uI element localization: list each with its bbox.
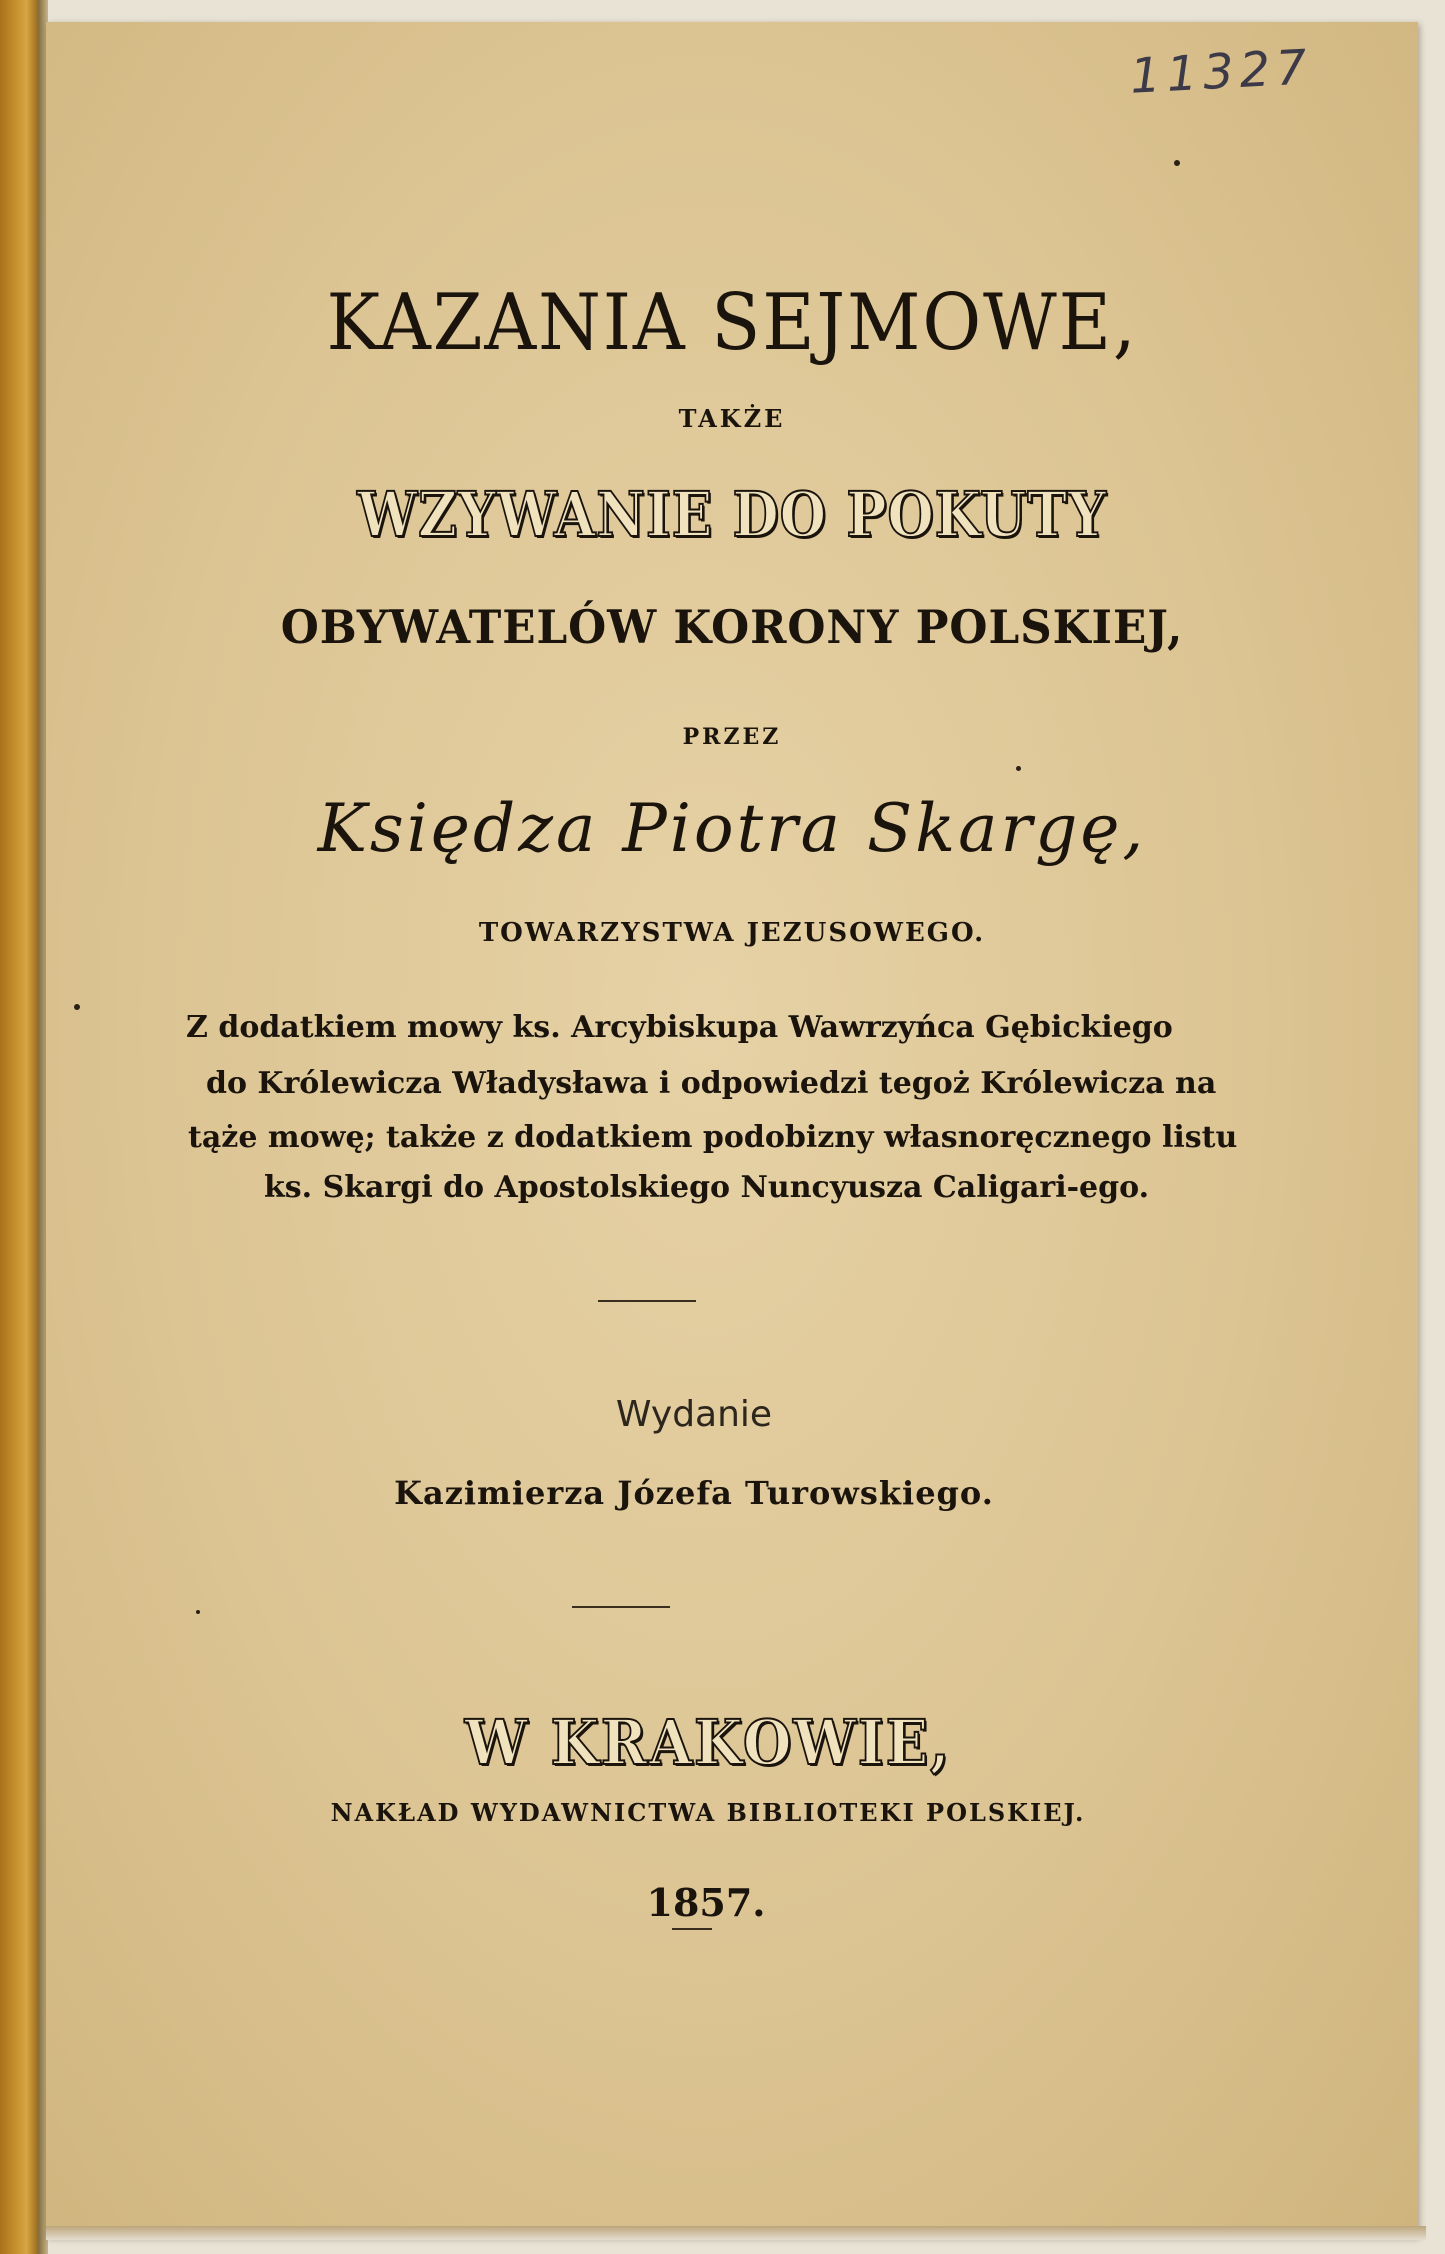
subtitle-outlined: WZYWANIE DO POKUTY: [357, 478, 1107, 551]
supplement-note-line: Z dodatkiem mowy ks. Arcybiskupa Wawrzyńca Gębickiego: [186, 1010, 1173, 1045]
byline-przez: PRZEZ: [682, 724, 782, 750]
supplement-note-line: ks. Skargi do Apostolskiego Nuncyusza Caligari-ego.: [264, 1170, 1150, 1205]
supplement-note-line: do Królewicza Władysława i odpowiedzi tegoż Królewicza na: [206, 1066, 1217, 1101]
paper-foxing-spot: [74, 1004, 80, 1010]
subtitle-bold: OBYWATELÓW KORONY POLSKIEJ,: [280, 600, 1184, 654]
main-title: KAZANIA SEJMOWE,: [326, 278, 1138, 368]
author-society: TOWARZYSTWA JEZUSOWEGO.: [478, 918, 986, 948]
divider-rule: [598, 1300, 696, 1302]
page-bottom-edge: [46, 2226, 1426, 2240]
divider-rule: [572, 1606, 670, 1608]
imprint-city: W KRAKOWIE,: [464, 1706, 952, 1779]
paper-foxing-spot: [196, 1610, 200, 1614]
supplement-note-line: tąże mowę; także z dodatkiem podobizny własnoręcznego listu: [188, 1120, 1238, 1155]
handwritten-inventory-number: 11327: [1128, 39, 1315, 105]
imprint-press: NAKŁAD WYDAWNICTWA BIBLIOTEKI POLSKIEJ.: [330, 1798, 1086, 1827]
author-name-script: Księdza Piotra Skargę,: [317, 790, 1147, 867]
title-connector: TAKŻE: [678, 404, 786, 433]
paper-foxing-spot: [1016, 766, 1021, 771]
paper-foxing-spot: [1174, 160, 1180, 166]
divider-rule-short: [672, 1928, 712, 1930]
imprint-year: 1857.: [646, 1880, 766, 1925]
edition-label: Wydanie: [615, 1394, 773, 1435]
edition-publisher: Kazimierza Józefa Turowskiego.: [394, 1474, 994, 1512]
